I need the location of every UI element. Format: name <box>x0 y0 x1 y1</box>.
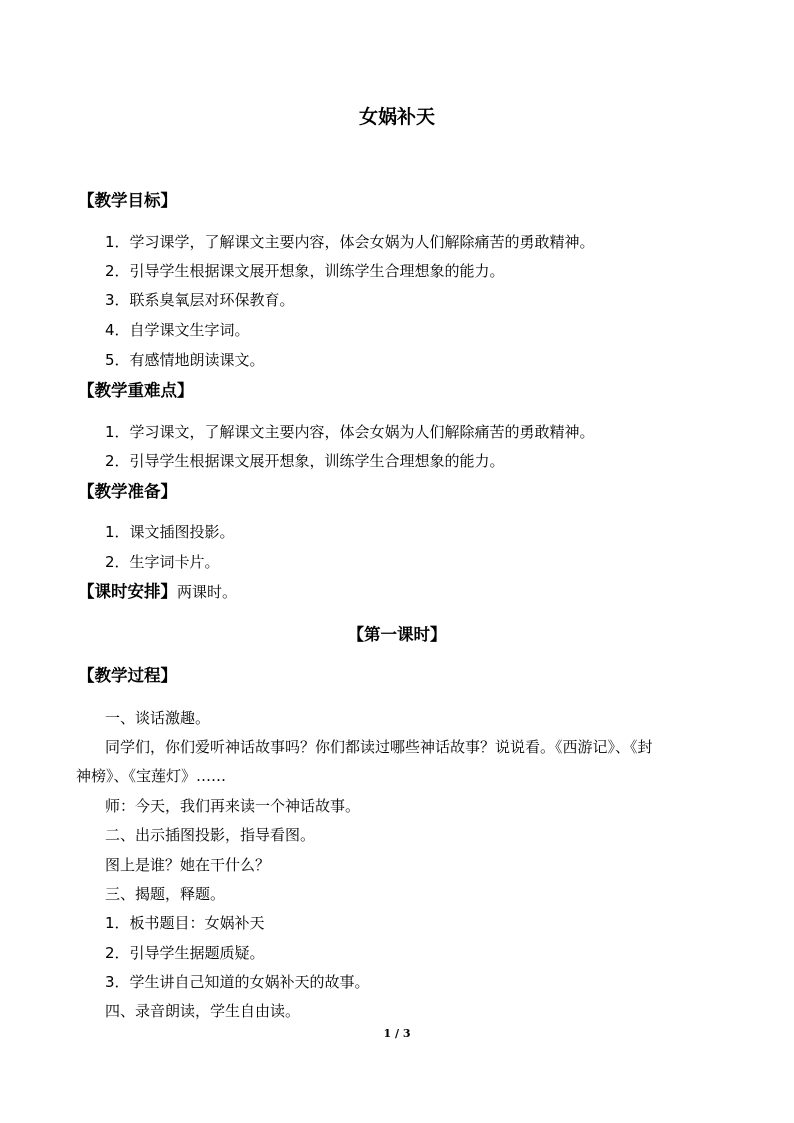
schedule-line <box>78 581 237 603</box>
document-title: 女娲补天 <box>358 106 435 128</box>
process-line: 二、出示插图投影，指导看图。 <box>105 826 316 844</box>
section-heading-preparation: 【教学准备】 <box>78 482 177 501</box>
process-line: 3．学生讲自己知道的女娲补天的故事。 <box>105 973 370 991</box>
schedule-value: 两课时。 <box>177 583 238 601</box>
page-number: 1 / 3 <box>383 1027 411 1040</box>
lesson-one-heading: 【第一课时】 <box>347 625 447 644</box>
objective-item: 1．学习课学，了解课文主要内容，体会女娲为人们解除痛苦的勇敢精神。 <box>105 233 595 251</box>
key-point-item: 2．引导学生根据课文展开想象，训练学生合理想象的能力。 <box>105 452 505 470</box>
section-heading-key-points: 【教学重难点】 <box>78 381 194 400</box>
process-line: 1．板书题目：女娲补天 <box>105 914 265 932</box>
process-line: 图上是谁？她在干什么？ <box>105 856 271 874</box>
process-line: 同学们，你们爱听神话故事吗？你们都读过哪些神话故事？说说看。《西游记》、《封 <box>105 738 653 756</box>
objective-item: 3．联系臭氧层对环保教育。 <box>105 291 295 309</box>
section-heading-process: 【教学过程】 <box>78 666 177 685</box>
process-line: 师：今天，我们再来读一个神话故事。 <box>105 797 361 815</box>
objective-item: 5．有感情地朗读课文。 <box>105 351 265 369</box>
process-line: 四、录音朗读，学生自由读。 <box>105 1002 301 1020</box>
process-line: 神榜》、《宝莲灯》…… <box>76 767 227 785</box>
process-line: 2．引导学生据题质疑。 <box>105 944 265 962</box>
key-point-item: 1．学习课文，了解课文主要内容，体会女娲为人们解除痛苦的勇敢精神。 <box>105 423 595 441</box>
schedule-label: 【课时安排】 <box>78 582 177 601</box>
preparation-item: 1．课文插图投影。 <box>105 523 235 541</box>
section-heading-objectives: 【教学目标】 <box>78 191 177 210</box>
objective-item: 2．引导学生根据课文展开想象，训练学生合理想象的能力。 <box>105 262 505 280</box>
objective-item: 4．自学课文生字词。 <box>105 321 250 339</box>
preparation-item: 2．生字词卡片。 <box>105 553 220 571</box>
process-line: 三、揭题，释题。 <box>105 885 226 903</box>
process-line: 一、谈话激趣。 <box>105 709 211 727</box>
